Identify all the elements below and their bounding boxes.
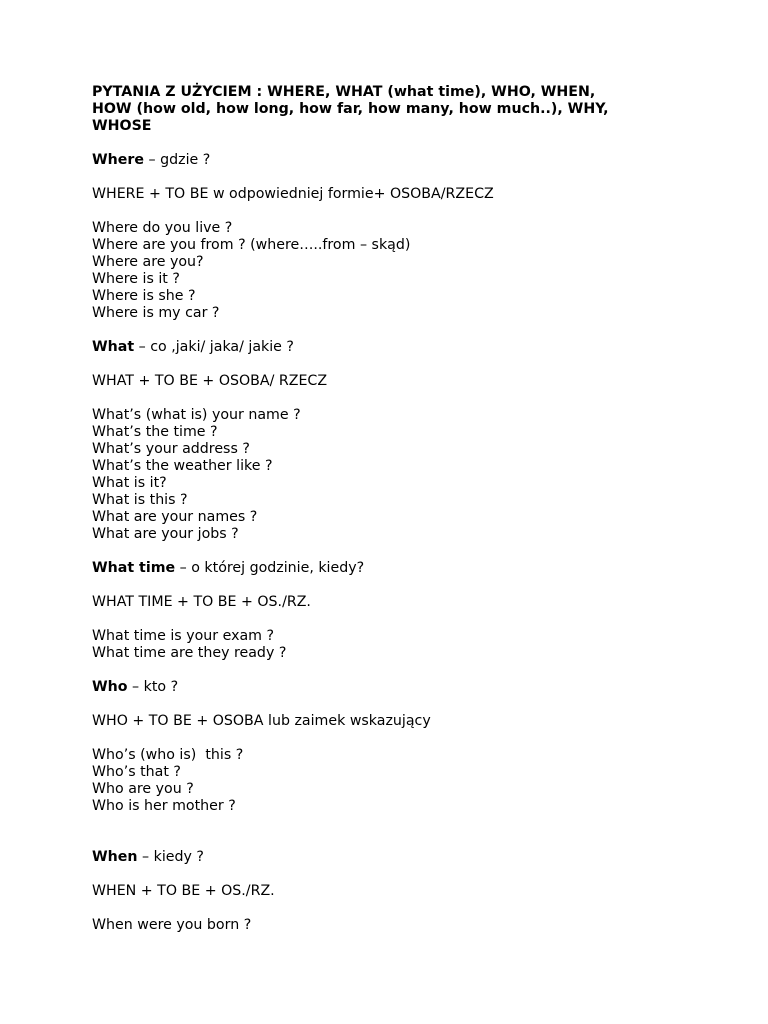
example-sentence: When were you born ?: [92, 917, 252, 933]
example-sentence: Who is her mother ?: [92, 798, 236, 814]
example-sentence: What’s the time ?: [92, 424, 218, 440]
example-sentence: What time is your exam ?: [92, 628, 275, 644]
question-word: What: [92, 339, 135, 355]
grammar-formula: WHERE + TO BE w odpowiedniej formie+ OSOBA/RZECZ: [92, 186, 494, 202]
question-word: Where: [92, 152, 144, 168]
example-sentence: Where are you?: [92, 254, 204, 270]
question-meaning: – kto ?: [127, 679, 179, 695]
example-sentence: Where is my car ?: [92, 305, 220, 321]
example-sentence: What time are they ready ?: [92, 645, 287, 661]
example-sentence: Where is it ?: [92, 271, 180, 287]
example-sentence: Who’s (who is) this ?: [92, 747, 244, 763]
question-word: Who: [92, 679, 128, 695]
example-list: [92, 407, 692, 543]
example-sentence: What’s (what is) your name ?: [92, 407, 301, 423]
section-heading: [92, 679, 692, 696]
grammar-formula: WHEN + TO BE + OS./RZ.: [92, 883, 275, 899]
question-word: When: [92, 849, 138, 865]
title-line: WHOSE: [92, 118, 152, 134]
example-sentence: What is this ?: [92, 492, 188, 508]
title-line: HOW (how old, how long, how far, how many, how much..), WHY,: [92, 101, 609, 117]
blank-line: [92, 832, 692, 849]
grammar-formula: WHO + TO BE + OSOBA lub zaimek wskazujący: [92, 713, 431, 729]
section-when: [92, 849, 692, 934]
example-sentence: Where are you from ? (where…..from – skąd): [92, 237, 411, 253]
example-list: [92, 747, 692, 815]
section-where: [92, 152, 692, 322]
example-list: [92, 917, 692, 934]
question-meaning: – o której godzinie, kiedy?: [175, 560, 365, 576]
section-heading: [92, 152, 692, 169]
question-meaning: – co ,jaki/ jaka/ jakie ?: [134, 339, 294, 355]
example-sentence: Where is she ?: [92, 288, 196, 304]
section-what: [92, 339, 692, 543]
example-sentence: What’s your address ?: [92, 441, 250, 457]
title-line: PYTANIA Z UŻYCIEM : WHERE, WHAT (what time), WHO, WHEN,: [92, 84, 596, 100]
document-page: [92, 84, 692, 951]
section-heading: [92, 849, 692, 866]
section-what-time: [92, 560, 692, 662]
example-sentence: Where do you live ?: [92, 220, 233, 236]
example-sentence: What are your jobs ?: [92, 526, 239, 542]
question-meaning: – kiedy ?: [137, 849, 204, 865]
example-sentence: Who are you ?: [92, 781, 194, 797]
example-list: [92, 628, 692, 662]
example-sentence: What are your names ?: [92, 509, 258, 525]
section-heading: [92, 339, 692, 356]
section-heading: [92, 560, 692, 577]
example-sentence: What’s the weather like ?: [92, 458, 273, 474]
document-title: [92, 84, 692, 135]
section-who: [92, 679, 692, 815]
grammar-formula: WHAT + TO BE + OSOBA/ RZECZ: [92, 373, 328, 389]
example-list: [92, 220, 692, 322]
question-word: What time: [92, 560, 176, 576]
example-sentence: What is it?: [92, 475, 167, 491]
question-meaning: – gdzie ?: [144, 152, 211, 168]
grammar-formula: WHAT TIME + TO BE + OS./RZ.: [92, 594, 311, 610]
example-sentence: Who’s that ?: [92, 764, 181, 780]
